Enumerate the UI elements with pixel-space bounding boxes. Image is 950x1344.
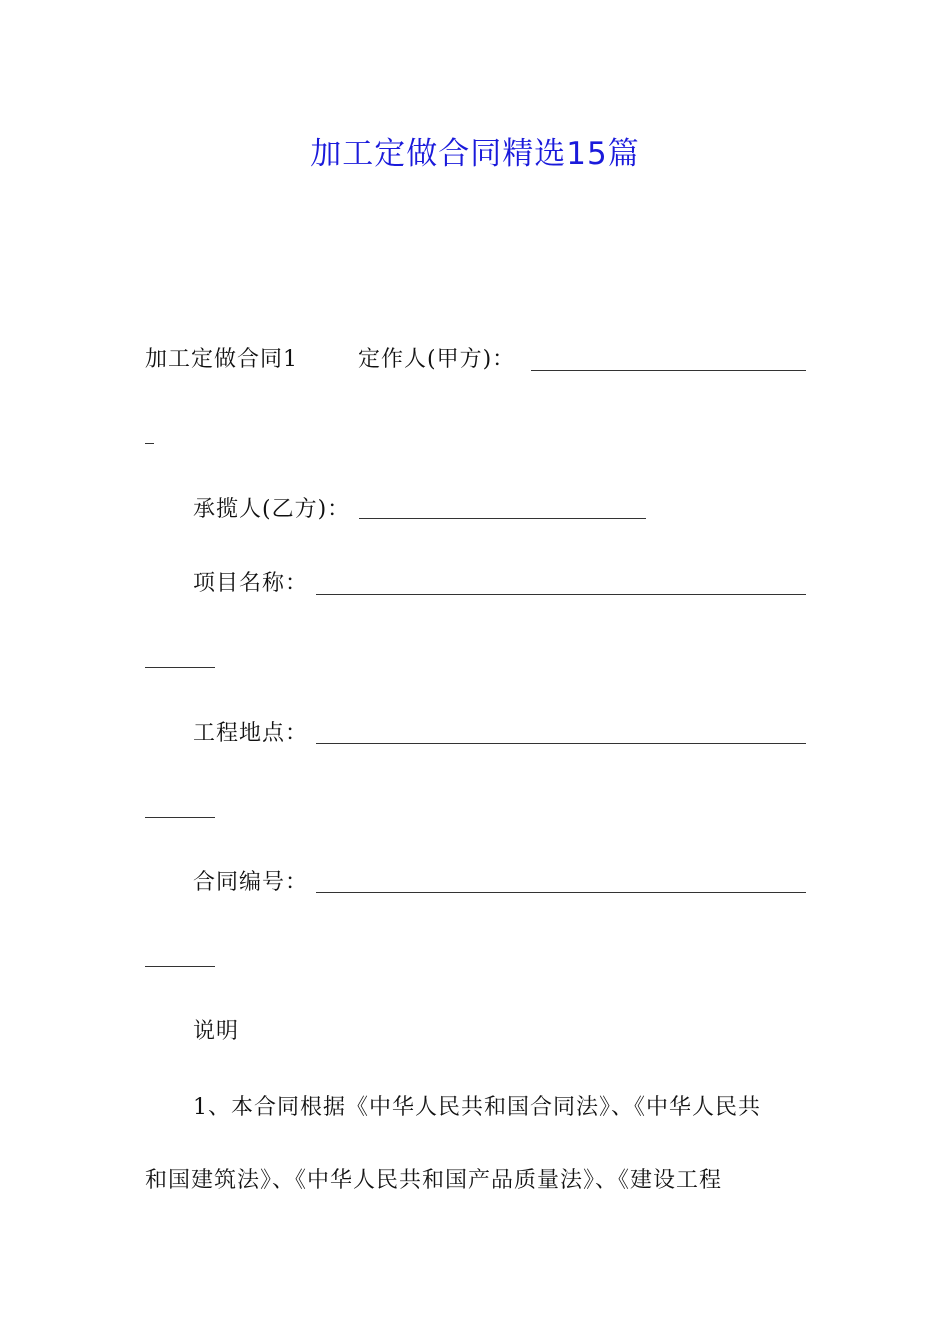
party-a-blank xyxy=(531,370,806,371)
contract-number-label: 合同编号： xyxy=(193,870,309,895)
explanation-heading: 说明 xyxy=(193,1019,240,1044)
paragraph-1-line-1: 1、本合同根据《中华人民共和国合同法》、《中华人民共 xyxy=(193,1095,761,1120)
party-b-blank xyxy=(359,518,646,519)
project-location-blank xyxy=(316,743,806,744)
project-name-label: 项目名称： xyxy=(193,571,309,596)
project-location-label: 工程地点： xyxy=(193,721,309,746)
document-title: 加工定做合同精选15篇 xyxy=(310,136,640,172)
project-location-blank-continuation xyxy=(145,817,215,818)
project-name-blank xyxy=(316,594,806,595)
contract-number-blank xyxy=(316,892,806,893)
section-label: 加工定做合同1 xyxy=(145,347,298,372)
party-a-blank-continuation xyxy=(145,443,154,444)
contract-number-blank-continuation xyxy=(145,966,215,967)
party-a-label: 定作人(甲方)： xyxy=(358,347,516,372)
paragraph-1-line-2: 和国建筑法》、《中华人民共和国产品质量法》、《建设工程 xyxy=(145,1168,723,1193)
project-name-blank-continuation xyxy=(145,667,215,668)
party-b-label: 承揽人(乙方)： xyxy=(193,497,351,522)
